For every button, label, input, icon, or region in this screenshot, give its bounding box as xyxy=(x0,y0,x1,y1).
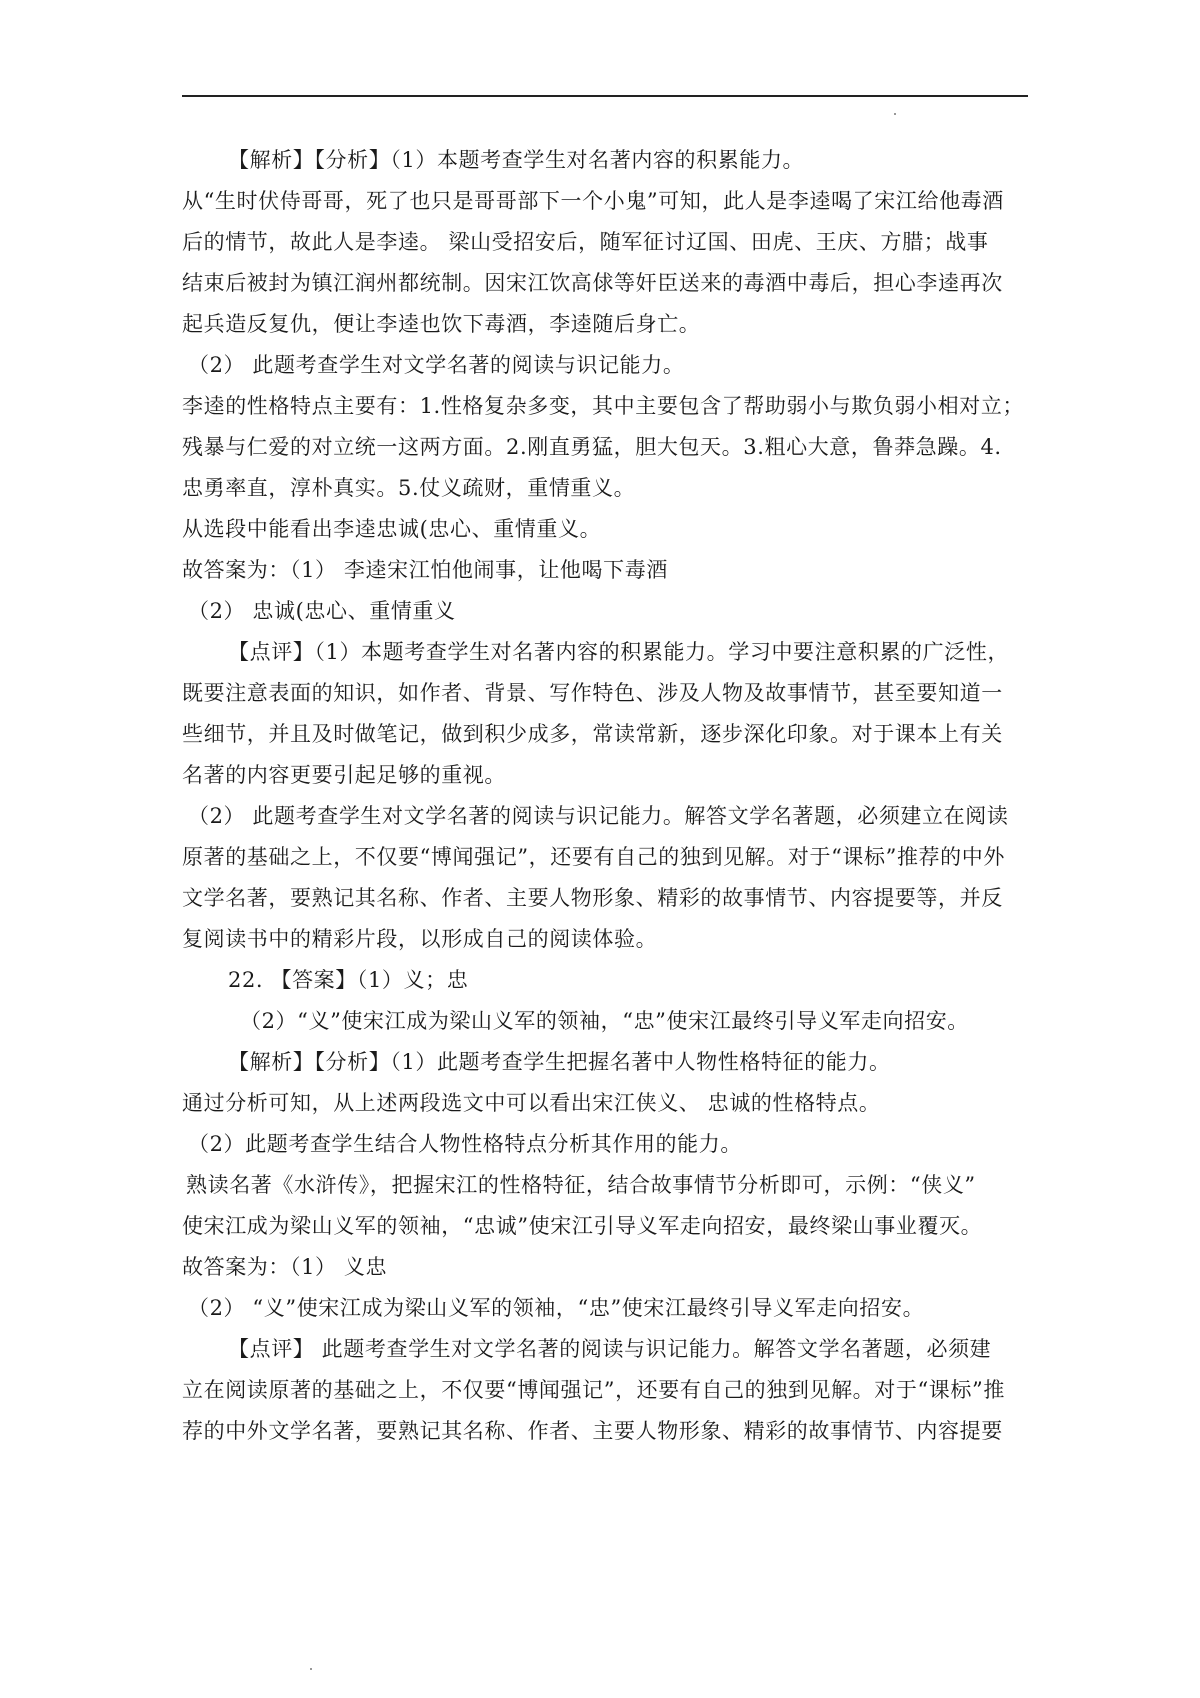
paragraph-line: 李逵的性格特点主要有：1.性格复杂多变，其中主要包含了帮助弱小与欺负弱小相对立； xyxy=(182,394,1025,418)
comment-heading-2: 【点评】 此题考查学生对文学名著的阅读与识记能力。解答文学名著题，必须建 xyxy=(228,1337,992,1361)
paragraph-line: 后的情节，故此人是李逵。 梁山受招安后，随军征讨辽国、田虎、王庆、方腊；战事 xyxy=(182,230,989,254)
paragraph-line: 结束后被封为镇江润州都统制。因宋江饮高俅等奸臣送来的毒酒中毒后，担心李逵再次 xyxy=(182,271,1003,295)
paragraph-line: 残暴与仁爱的对立统一这两方面。2.刚直勇猛，胆大包天。3.粗心大意，鲁莽急躁。4. xyxy=(182,435,1002,459)
paragraph-line: 熟读名著《水浒传》，把握宋江的性格特征，结合故事情节分析即可，示例：“侠义” xyxy=(186,1173,976,1197)
answer-line: 故答案为：（1） 义忠 xyxy=(182,1255,388,1279)
scan-speck xyxy=(894,113,896,115)
comment-heading-1: 【点评】（1）本题考查学生对名著内容的积累能力。学习中要注意积累的广泛性， xyxy=(228,640,1010,664)
paragraph-line: 通过分析可知，从上述两段选文中可以看出宋江侠义、 忠诚的性格特点。 xyxy=(182,1091,881,1115)
paragraph-line: 复阅读书中的精彩片段，以形成自己的阅读体验。 xyxy=(182,927,658,951)
paragraph-line: 起兵造反复仇，便让李逵也饮下毒酒，李逵随后身亡。 xyxy=(182,312,701,336)
header-rule xyxy=(182,95,1028,97)
paragraph-line: （2） 此题考查学生对文学名著的阅读与识记能力。解答文学名著题，必须建立在阅读 xyxy=(188,804,1009,828)
paragraph-line: （2）此题考查学生结合人物性格特点分析其作用的能力。 xyxy=(188,1132,742,1156)
paragraph-line: 从选段中能看出李逵忠诚(忠心、重情重义。 xyxy=(182,517,602,541)
answer-line: （2）“义”使宋江成为梁山义军的领袖，“忠”使宋江最终引导义军走向招安。 xyxy=(240,1009,969,1033)
question-22-answer: 22. 【答案】（1）义；忠 xyxy=(228,968,469,992)
analysis-heading-2: 【解析】【分析】（1）此题考查学生把握名著中人物性格特征的能力。 xyxy=(228,1050,891,1074)
analysis-heading-1: 【解析】【分析】（1）本题考查学生对名著内容的积累能力。 xyxy=(228,148,805,172)
answer-line: 故答案为：（1） 李逵宋江怕他闹事，让他喝下毒酒 xyxy=(182,558,668,582)
document-body xyxy=(182,140,1028,1452)
paragraph-line: 文学名著，要熟记其名称、作者、主要人物形象、精彩的故事情节、内容提要等，并反 xyxy=(182,886,1003,910)
paragraph-line: 从“生时伏侍哥哥，死了也只是哥哥部下一个小鬼”可知，此人是李逵喝了宋江给他毒酒 xyxy=(182,189,1004,213)
paragraph-line: 忠勇率直，淳朴真实。5.仗义疏财，重情重义。 xyxy=(182,476,636,500)
scan-speck xyxy=(310,1668,312,1670)
paragraph-line: 原著的基础之上，不仅要“博闻强记”，还要有自己的独到见解。对于“课标”推荐的中外 xyxy=(182,845,1005,869)
answer-line: （2） 忠诚(忠心、重情重义 xyxy=(188,599,456,623)
paragraph-line: （2） 此题考查学生对文学名著的阅读与识记能力。 xyxy=(188,353,685,377)
paragraph-line: 既要注意表面的知识，如作者、背景、写作特色、涉及人物及故事情节，甚至要知道一 xyxy=(182,681,1003,705)
paragraph-line: 立在阅读原著的基础之上，不仅要“博闻强记”，还要有自己的独到见解。对于“课标”推 xyxy=(182,1378,1005,1402)
paragraph-line: 些细节，并且及时做笔记，做到积少成多，常读常新，逐步深化印象。对于课本上有关 xyxy=(182,722,1003,746)
paragraph-line: 使宋江成为梁山义军的领袖，“忠诚”使宋江引导义军走向招安，最终梁山事业覆灭。 xyxy=(182,1214,983,1238)
answer-line: （2） “义”使宋江成为梁山义军的领袖，“忠”使宋江最终引导义军走向招安。 xyxy=(188,1296,925,1320)
paragraph-line: 荐的中外文学名著，要熟记其名称、作者、主要人物形象、精彩的故事情节、内容提要 xyxy=(182,1419,1003,1443)
paragraph-line: 名著的内容更要引起足够的重视。 xyxy=(182,763,506,787)
